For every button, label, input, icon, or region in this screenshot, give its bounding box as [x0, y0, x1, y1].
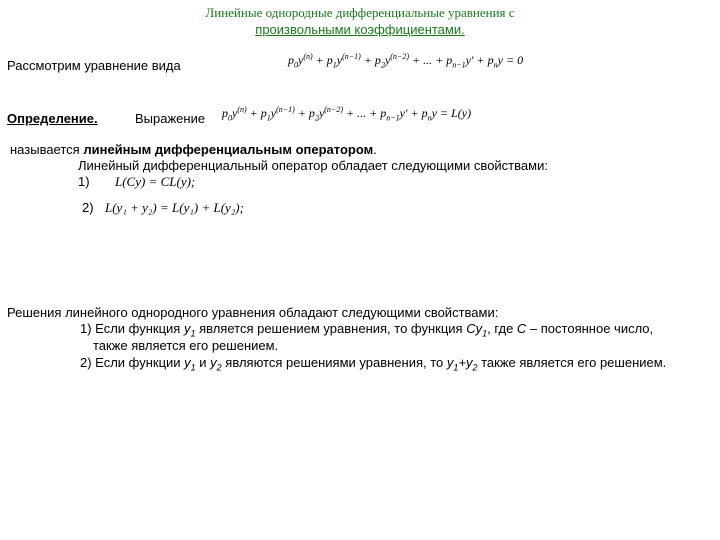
operator-expression: $p_0y^{(n)} + p_1y^{(n-1)} + p_2y^{(n-2)}$ + ... + $p_{n-1}y' + p_ny = L(y)$	[222, 105, 472, 123]
property-2-formula: L(y₁ + y₂) = L(y₁) + L(y₂);	[105, 200, 244, 215]
equation-homogeneous: $p_0y^{(n)} + p_1y^{(n-1)} + p_2y^{(n-2)}$ + ... + $p_{n-1}y' + p_ny = 0$	[288, 52, 524, 70]
solution-property-1: 1) Если функция $y_1$ является решением уравнения, то функция $Cy_1$, где C – постоянное число,	[80, 321, 654, 339]
definition-called: называется линейным дифференциальным оператором.	[10, 142, 377, 157]
title-line-1: Линейные однородные дифференциальные уравнения с	[205, 5, 515, 20]
consider-text: Рассмотрим уравнение вида	[7, 58, 181, 73]
operator-term: линейным дифференциальным оператором	[83, 142, 374, 157]
solution-property-2: 2) Если функции $y_1$ и $y_2$ являются решениями уравнения, то $y_1+y_2$ также является его решением.	[80, 355, 667, 373]
property-1-number: 1)	[78, 174, 90, 189]
title-line-2: произвольными коэффициентами.	[255, 22, 465, 37]
property-2-number: 2)	[82, 200, 94, 215]
property-1-formula: L(Cy) = CL(y);	[115, 174, 196, 189]
properties-intro: Линейный дифференциальный оператор обладает следующими свойствами:	[78, 158, 548, 173]
solution-property-1-cont: также является его решением.	[93, 338, 279, 353]
definition-word: Выражение	[135, 111, 206, 126]
solutions-intro: Решения линейного однородного уравнения обладают следующими свойствами:	[7, 305, 499, 320]
definition-label: Определение.	[7, 111, 98, 126]
